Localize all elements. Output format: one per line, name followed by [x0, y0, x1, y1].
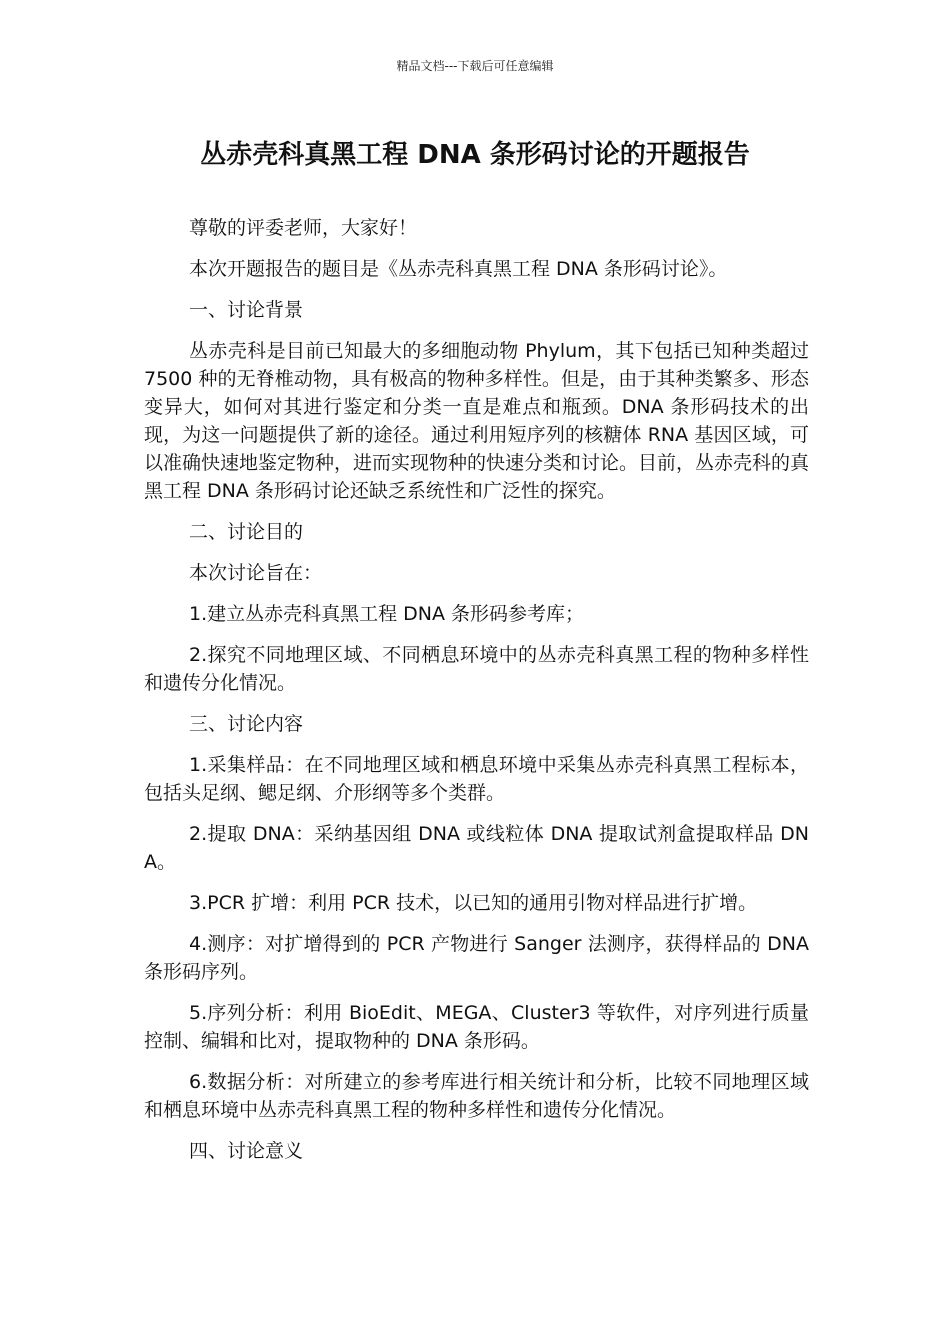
content-item: 6.数据分析：对所建立的参考库进行相关统计和分析，比较不同地理区域和栖息环境中丛赤壳科真黑工程的物种多样性和遗传分化情况。: [144, 1071, 809, 1121]
purpose-intro-paragraph: 本次讨论旨在：: [189, 562, 323, 584]
content-item: 1.采集样品：在不同地理区域和栖息环境中采集丛赤壳科真黑工程标本，包括头足纲、鳃足纲、介形纲等多个类群。: [144, 754, 809, 804]
section-heading-content: 三、讨论内容: [189, 713, 304, 735]
document-title: 丛赤壳科真黑工程 DNA 条形码讨论的开题报告: [200, 140, 750, 170]
header-note: 精品文档---下载后可任意编辑: [396, 59, 554, 73]
topic-paragraph: 本次开题报告的题目是《丛赤壳科真黑工程 DNA 条形码讨论》。: [189, 258, 728, 280]
content-item: 5.序列分析：利用 BioEdit、MEGA、Cluster3 等软件，对序列进行质量控制、编辑和比对，提取物种的 DNA 条形码。: [144, 1002, 809, 1052]
content-item: 4.测序：对扩增得到的 PCR 产物进行 Sanger 法测序，获得样品的 DNA 条形码序列。: [144, 933, 809, 983]
content-item: 2.提取 DNA：采纳基因组 DNA 或线粒体 DNA 提取试剂盒提取样品 DNA。: [144, 823, 809, 873]
section-heading-purpose: 二、讨论目的: [189, 521, 304, 543]
section-heading-significance: 四、讨论意义: [189, 1140, 304, 1162]
purpose-item: 2.探究不同地理区域、不同栖息环境中的丛赤壳科真黑工程的物种多样性和遗传分化情况。: [144, 644, 809, 694]
section-heading-background: 一、讨论背景: [189, 299, 304, 321]
document-body: [144, 214, 809, 1178]
background-paragraph: 丛赤壳科是目前已知最大的多细胞动物 Phylum，其下包括已知种类超过 7500 种的无脊椎动物，具有极高的物种多样性。但是，由于其种类繁多、形态变异大，如何对其进行鉴定和分类一直是难点和瓶颈。DNA 条形码技术的出现，为这一问题提供了新的途径。通过利用短序列的核糖体 RNA 基因区域，可以准确快速地鉴定物种，进而实现物种的快速分类和讨论。目前，丛赤壳科的真黑工程 DNA 条形码讨论还缺乏系统性和广泛性的探究。: [144, 340, 810, 502]
content-item: 3.PCR 扩增：利用 PCR 技术，以已知的通用引物对样品进行扩增。: [189, 892, 758, 914]
greeting-paragraph: 尊敬的评委老师，大家好！: [189, 217, 418, 239]
purpose-item: 1.建立丛赤壳科真黑工程 DNA 条形码参考库；: [189, 603, 585, 625]
